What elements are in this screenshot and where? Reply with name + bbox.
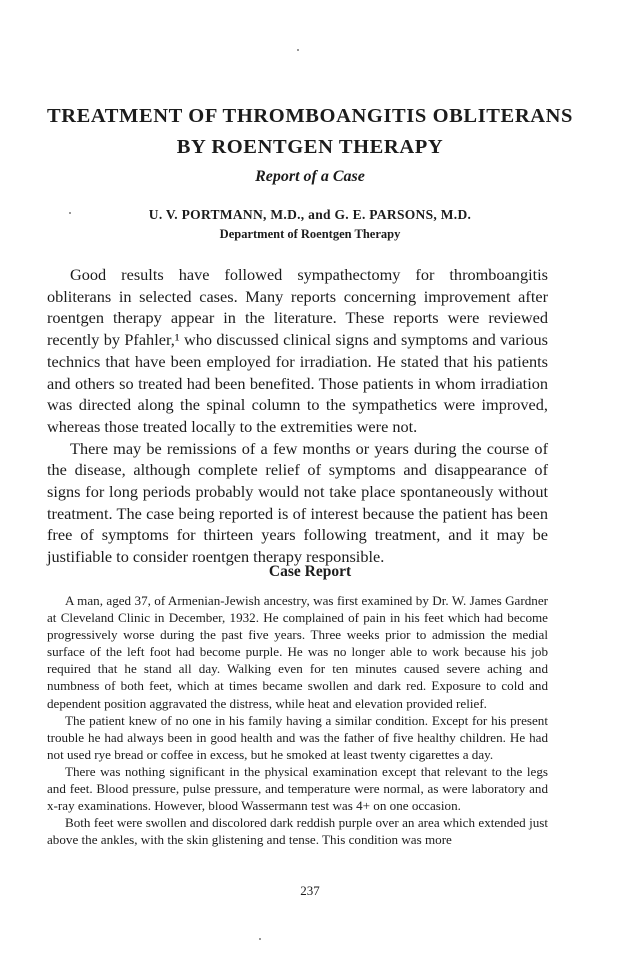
author-line: U. V. PORTMANN, M.D., and G. E. PARSONS, M.D. xyxy=(148,207,472,222)
title-line-2: BY ROENTGEN THERAPY xyxy=(176,136,444,158)
article-title xyxy=(0,101,620,163)
article-subtitle: Report of a Case xyxy=(255,168,365,185)
print-speck xyxy=(297,49,299,51)
intro-paragraph: There may be remissions of a few months or years during the course of the disease, although complete relief of symptoms and disappearance of signs for long periods probably would not take place spontaneously without treatment. The case being reported is of interest because the patient has been free of symptoms for thirteen years following treatment, and it may be justifiable to consider roentgen therapy responsible. xyxy=(47,438,548,567)
case-paragraph: The patient knew of no one in his family having a similar condition. Except for his present trouble he had always been in good health and was the father of five healthy children. He had not used rye bread or coffee in excess, but he smoked at least twenty cigarettes a day. xyxy=(47,712,548,762)
page-number: 237 xyxy=(300,883,320,898)
title-line-1: TREATMENT OF THROMBOANGITIS OBLITERANS xyxy=(46,105,574,127)
intro-paragraph: Good results have followed sympathectomy for thromboangitis obliterans in selected cases. Many reports concerning improvement after roentgen therapy appear in the literature. These reports were reviewed recently by Pfahler,¹ who discussed clinical signs and symptoms and various technics that have been employed for irradiation. He stated that his patients and others so treated had been benefited. Those patients in whom irradiation was directed along the spinal column to the sympathetics were improved, whereas those treated locally to the extremities were not. xyxy=(47,265,548,436)
case-report-heading: Case Report xyxy=(268,563,352,580)
department-line: Department of Roentgen Therapy xyxy=(219,227,401,241)
case-paragraph: Both feet were swollen and discolored dark reddish purple over an area which extended just above the ankles, with the skin glistening and tense. This condition was more xyxy=(47,815,548,848)
intro-section xyxy=(47,264,548,568)
case-paragraph: There was nothing significant in the physical examination except that relevant to the legs and feet. Blood pressure, pulse pressure, and temperature were normal, as were laboratory and x-ray examinations. However, blood Wassermann test was 4+ on one occasion. xyxy=(47,763,548,814)
case-report-section xyxy=(47,592,548,848)
print-speck xyxy=(259,938,261,940)
case-paragraph: A man, aged 37, of Armenian-Jewish ancestry, was first examined by Dr. W. James Gardner at Cleveland Clinic in December, 1932. He complained of pain in his feet which had become progressively worse during the past five years. Three weeks prior to admission the medial surface of the left foot had become purple. He was no longer able to work because his job required that he stand all day. Walking even for ten minutes caused severe aching and numbness of both feet, which at times became swollen and dark red. Exposure to cold and dependent position aggravated the distress, while heat and elevation provided relief. xyxy=(47,593,548,711)
